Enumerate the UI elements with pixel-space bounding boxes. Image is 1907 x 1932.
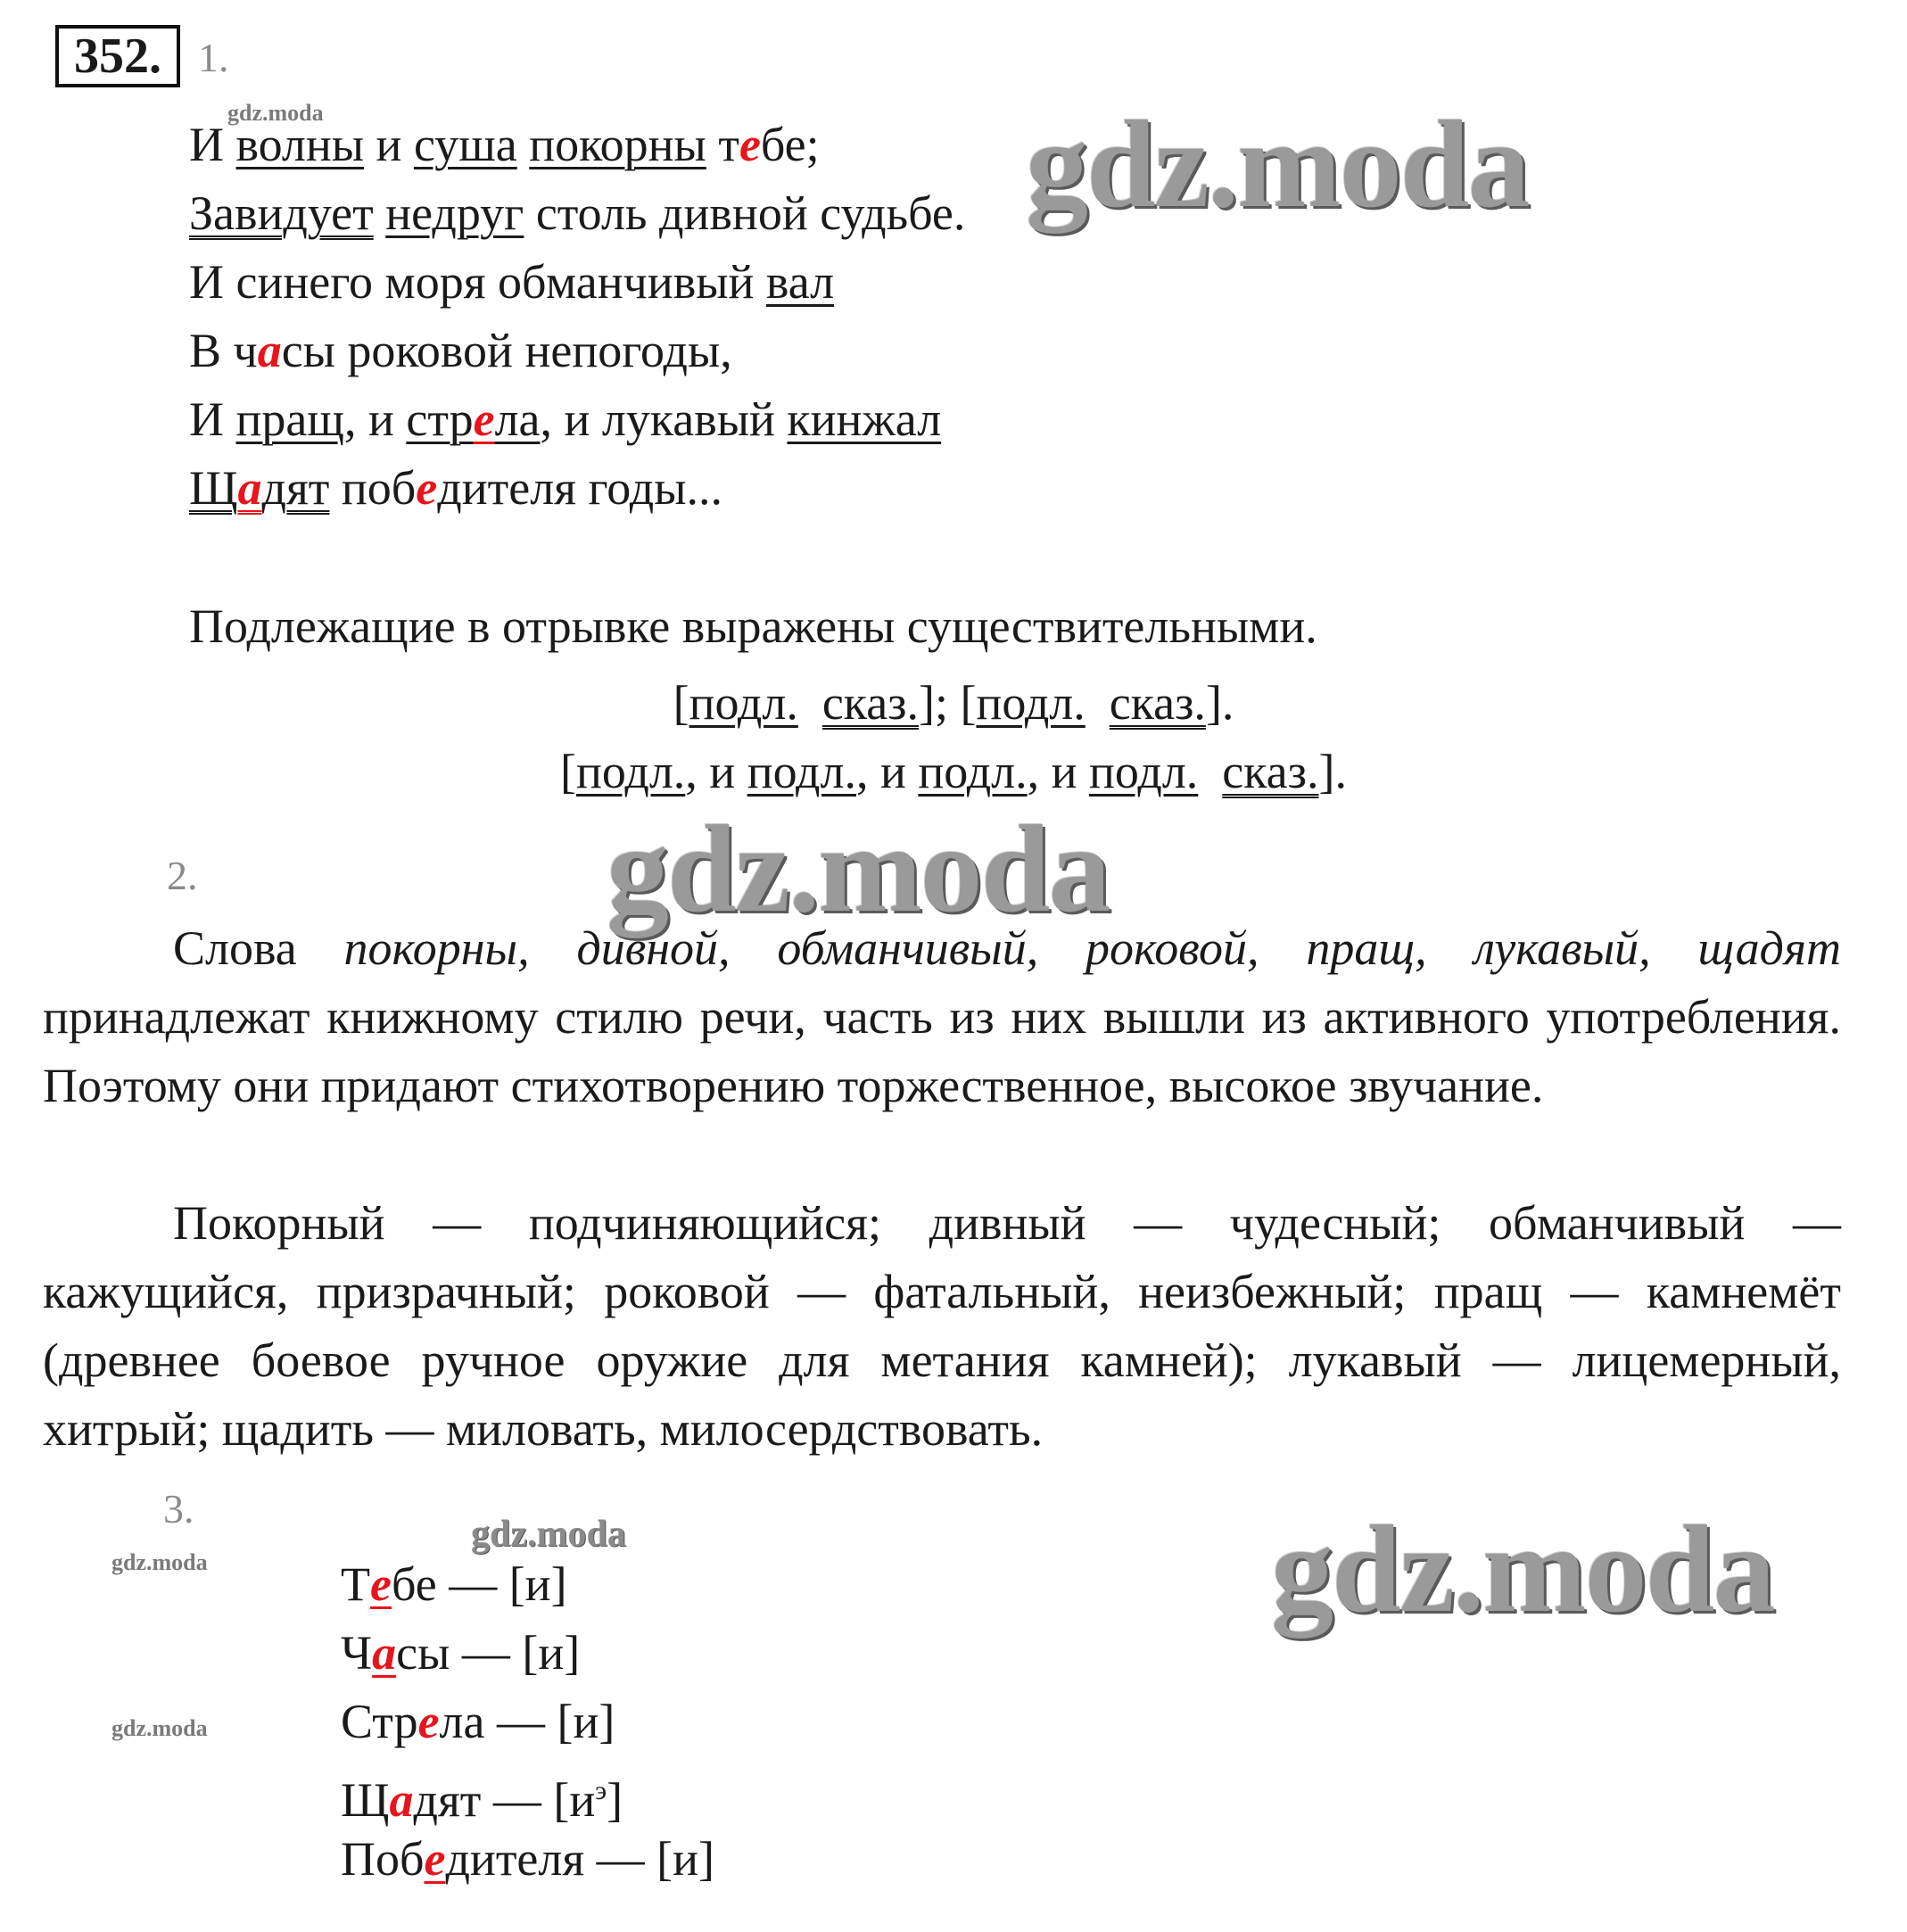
poem-line-5: И пращ, и стрела, и лукавый кинжал [189, 392, 942, 446]
poem-line-3: И синего моря обманчивый вал [189, 255, 835, 309]
watermark-small-2: gdz.moda [111, 1549, 208, 1575]
poem-line-6: Щадят победителя годы... [189, 461, 722, 515]
stressed-vowel: а [389, 1773, 414, 1827]
task-number-box [55, 25, 180, 87]
poem-line-1: И волны и суша покорны тебе; [189, 118, 820, 171]
section-1-number: 1. [198, 35, 229, 80]
stressed-vowel: а [237, 461, 262, 515]
stressed-vowel: е [424, 1832, 446, 1886]
watermark-small-1: gdz.moda [227, 100, 324, 126]
stressed-vowel: е [416, 461, 438, 515]
stressed-vowel: е [473, 392, 495, 446]
watermark-big-3: gdz.moda [1271, 1500, 1774, 1639]
stressed-vowel: а [372, 1626, 397, 1680]
subject-note: Подлежащие в отрывке выражены существительными. [189, 599, 1317, 653]
transcription-row: Победителя — [и] [341, 1832, 715, 1886]
watermark-big-1: gdz.moda [1026, 95, 1529, 234]
stressed-vowel: а [257, 324, 282, 377]
poem-line-2: Завидует недруг столь дивной судьбе. [189, 186, 966, 240]
transcription-row: Часы — [и] [341, 1626, 581, 1680]
section-2-paragraph-1: Слова покорны, дивной, обманчивый, роковой, пращ, лукавый, щадят принадлежат книжному стилю речи, часть из них вышли из активного употребления. Поэтому они придают стихотворению торжественное, высокое звучание. [43, 921, 1841, 1112]
sentence-scheme-2: [подл., и подл., и подл., и подл. сказ.]. [560, 745, 1347, 798]
watermark-big-2: gdz.moda [607, 800, 1110, 938]
stressed-vowel: е [417, 1695, 440, 1748]
task-number: 352. [74, 29, 161, 84]
sentence-scheme-1: [подл. сказ.]; [подл. сказ.]. [673, 676, 1234, 730]
stressed-vowel: е [739, 118, 761, 171]
transcription-row: Стрела — [и] [341, 1695, 615, 1748]
watermark-mid-1: gdz.moda [471, 1514, 626, 1555]
poem-line-4: В часы роковой непогоды, [189, 324, 732, 377]
stressed-vowel: е [370, 1557, 392, 1611]
section-2-paragraph-2: Покорный — подчиняющийся; дивный — чудесный; обманчивый — кажущийся, призрачный; роковой — фатальный, неизбежный; пращ — камнемёт (древнее боевое ручное оружие для метания камней); лукавый — лицемерный, хитрый; щадить — миловать, милосердствовать. [43, 1196, 1841, 1456]
section-2-number: 2. [167, 853, 198, 898]
transcription-row: Тебе — [и] [341, 1557, 567, 1611]
watermark-small-3: gdz.moda [111, 1715, 208, 1741]
section-3-number: 3. [163, 1486, 194, 1532]
transcription-row: Щадят — $[и^э]$ [341, 1773, 623, 1827]
